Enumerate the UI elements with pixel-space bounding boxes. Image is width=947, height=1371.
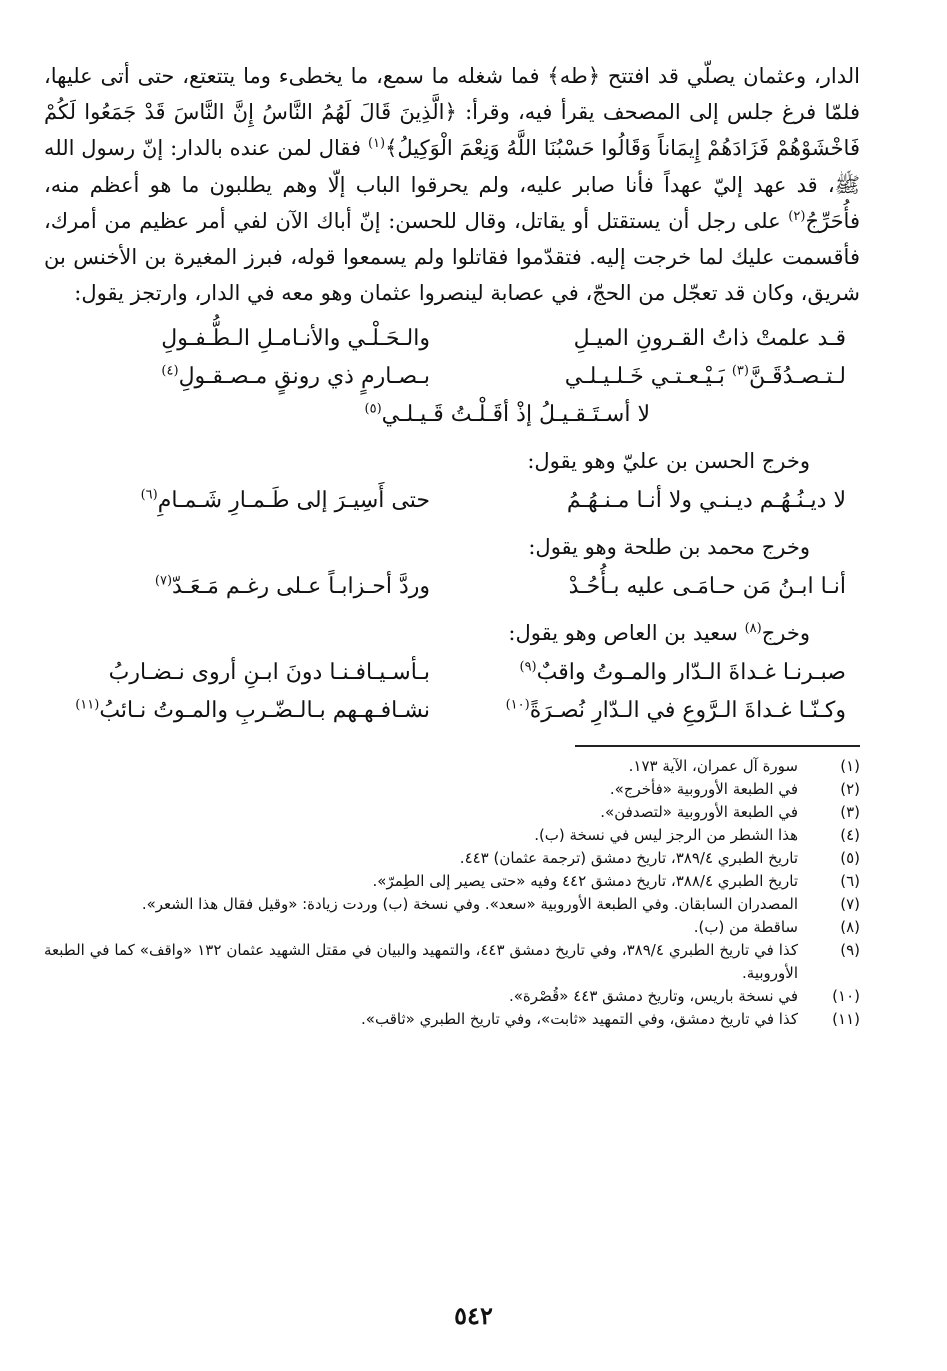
footnote [44, 847, 860, 870]
footnote-ref: (٥) [364, 402, 382, 418]
footnotes [44, 755, 860, 1031]
footnote-number: (٩) [840, 941, 860, 960]
first-hemistich: لا ديـنُـهُـم ديـنـي ولا أنـا مـنـهُـمُ [566, 488, 846, 514]
footnote-ref: (٤) [161, 364, 179, 380]
footnote [44, 985, 860, 1008]
footnote-ref: (٣) [731, 364, 749, 380]
footnote-text: هذا الشطر من الرجز ليس في نسخة (ب). [534, 826, 798, 845]
footnote-ref: (١) [367, 136, 386, 152]
verse-text: لا أسـتَـقـيـلُ إذْ أقَـلْـتُ قَـيـلـي$^{(٥)}$ [364, 402, 650, 428]
footnote-number: (٨) [840, 918, 860, 937]
footnote-divider [575, 745, 860, 747]
footnote-text: في الطبعة الأوروبية «فأخرج». [609, 780, 798, 799]
footnote [44, 778, 860, 801]
footnote-number: (١) [840, 757, 860, 776]
footnote-text: ساقطة من (ب). [693, 918, 798, 937]
footnote-ref: (٩) [519, 660, 537, 676]
footnote [44, 824, 860, 847]
second-hemistich: بـصـارمٍ ذي رونقٍ مـصـقـولِ$^{(٤)}$ [161, 364, 430, 390]
footnote-number: (٧) [840, 895, 860, 914]
verse-line [44, 655, 860, 693]
second-hemistich: والـحَـلْـي والأنـامـلِ الـطُّـفـولِ [161, 326, 430, 352]
verse-intro: وخرج$^{(٨)}$ سعيد بن العاص وهو يقول: [508, 621, 810, 646]
paragraph-part: الدار، وعثمان يصلّي قد افتتح ﴿طه﴾ فما شغله ما سمع، ما يخطىء وما يتتعتع، حتى أتى عليها، فلمّا فرغ جلس إلى المصحف يقرأ فيه، وقرأ: ﴿الَّذِينَ قَالَ لَهُمُ النَّاسُ إِنَّ النَّاسَ قَدْ جَمَعُوا لَكُمْ فَاخْشَوْهُمْ فَزَادَهُمْ إِيمَاناً وَقَالُوا حَسْبُنَا اللَّهُ وَنِعْمَ الْوَكِيلُ﴾ [44, 64, 860, 161]
verse-line [44, 359, 860, 397]
verse-line [44, 693, 860, 731]
footnote-text: كذا في تاريخ دمشق، وفي التمهيد «ثابت»، وفي تاريخ الطبري «ثاقب». [361, 1010, 798, 1029]
book-page [44, 58, 860, 1031]
footnote-ref: (٦) [140, 488, 158, 504]
first-hemistich: أنـا ابـنُ مَن حـامَـى عليه بـأُحُـدْ [568, 574, 846, 600]
footnote-text: تاريخ الطبري ٣٨٨/٤، تاريخ دمشق ٤٤٢ وفيه «حتى يصير إلى الطِمرّ». [372, 872, 798, 891]
page-number: ٥٤٢ [454, 1301, 493, 1330]
footnote [44, 1008, 860, 1031]
footnote [44, 893, 860, 916]
verse-line [44, 569, 860, 607]
footnote-text: في الطبعة الأوروبية «لتصدفن». [600, 803, 798, 822]
footnote [44, 801, 860, 824]
verse-line [44, 483, 860, 521]
footnote-text: في نسخة باريس، وتاريخ دمشق ٤٤٣ «قُصْرة». [508, 987, 798, 1006]
second-hemistich: بـأسـيـافـنـا دونَ ابـنِ أروى نـضـاربُ [108, 660, 430, 686]
footnote-number: (١٠) [832, 987, 860, 1006]
footnote [44, 916, 860, 939]
first-hemistich: وكـنّـا غـداةَ الـرَّوعِ في الـدّارِ نُصـرَةً$^{(١٠)}$ [505, 698, 846, 724]
footnote-ref: (٧) [154, 574, 173, 590]
footnote [44, 870, 860, 893]
verse-intro: وخرج الحسن بن عليّ وهو يقول: [527, 449, 810, 474]
paragraph-part: فقال لمن عنده بالدار: إنّ رسول الله ﷺ، قد عهد إليّ عهداً فأنا صابر عليه، ولم يحرقوا الباب إلّا وهم يطلبون ما هو أعظم منه، فأُحَرِّجُ [44, 136, 860, 233]
footnote-ref: (٢) [788, 208, 806, 224]
verse-line [44, 321, 860, 359]
verse-intro: وخرج محمد بن طلحة وهو يقول: [528, 535, 810, 560]
footnote-number: (٥) [840, 849, 860, 868]
first-hemistich: صبـرنـا غـداةَ الـدّار والمـوتُ واقبٌ$^{(٩)}$ [519, 660, 846, 686]
first-hemistich: قـد علمتْ ذاتُ القـرونِ الميـلِ [573, 326, 846, 352]
footnote-text: تاريخ الطبري ٣٨٩/٤، تاريخ دمشق (ترجمة عثمان) ٤٤٣. [459, 849, 798, 868]
footnote [44, 755, 860, 778]
first-hemistich: لـتـصـدُقَـنَّ$^{(٣)}$ بَـيْـعـتـي خَـلـيـلـي [564, 364, 846, 390]
footnote-number: (٦) [840, 872, 860, 891]
second-hemistich: وردَّ أحـزابـاً عـلى رغـم مَـعَـدّ$^{(٧)}$ [154, 574, 430, 600]
second-hemistich: نشـافـهـهم بـالـضّـربِ والمـوتُ نـائبُ$^{(١١)}$ [75, 698, 430, 724]
footnote [44, 939, 860, 985]
footnote-number: (٢) [840, 780, 860, 799]
paragraph-text [44, 58, 860, 311]
footnote-text: كذا في تاريخ الطبري ٣٨٩/٤، وفي تاريخ دمشق ٤٤٣، والتمهيد والبيان في مقتل الشهيد عثمان ١٣٢ «واقف» كما في الطبعة الأوروبية. [44, 941, 798, 983]
footnote-ref: (١٠) [505, 698, 530, 714]
footnote-number: (٤) [840, 826, 860, 845]
footnote-number: (١١) [832, 1010, 860, 1029]
footnote-ref: (٨) [744, 621, 762, 637]
second-hemistich: حتى أَسِيـرَ إلى طَـمـارِ شَـمـامِ$^{(٦)}$ [140, 488, 430, 514]
verse-single-line [44, 397, 860, 435]
footnote-ref: (١١) [75, 698, 100, 714]
paragraph-part: على رجل أن يستقتل أو يقاتل، وقال للحسن: إنّ أباك الآن لفي أمر عظيم من أمرك، فأقسمت عليك لما خرجت إليه. فتقدّموا فقاتلوا ولم يسمعوا قوله، فبرز المغيرة بن الأخنس بن شريق، وكان قد تعجّل من الحجّ، في عصابة لينصروا عثمان وهو معه في الدار، وارتجز يقول: [44, 208, 860, 306]
footnote-text: سورة آل عمران، الآية ١٧٣. [628, 757, 798, 776]
footnote-text: المصدران السابقان. وفي الطبعة الأوروبية «سعد». وفي نسخة (ب) وردت زيادة: «وقيل فقال هذا الشعر». [141, 895, 798, 914]
footnote-number: (٣) [840, 803, 860, 822]
main-paragraph [44, 58, 860, 311]
